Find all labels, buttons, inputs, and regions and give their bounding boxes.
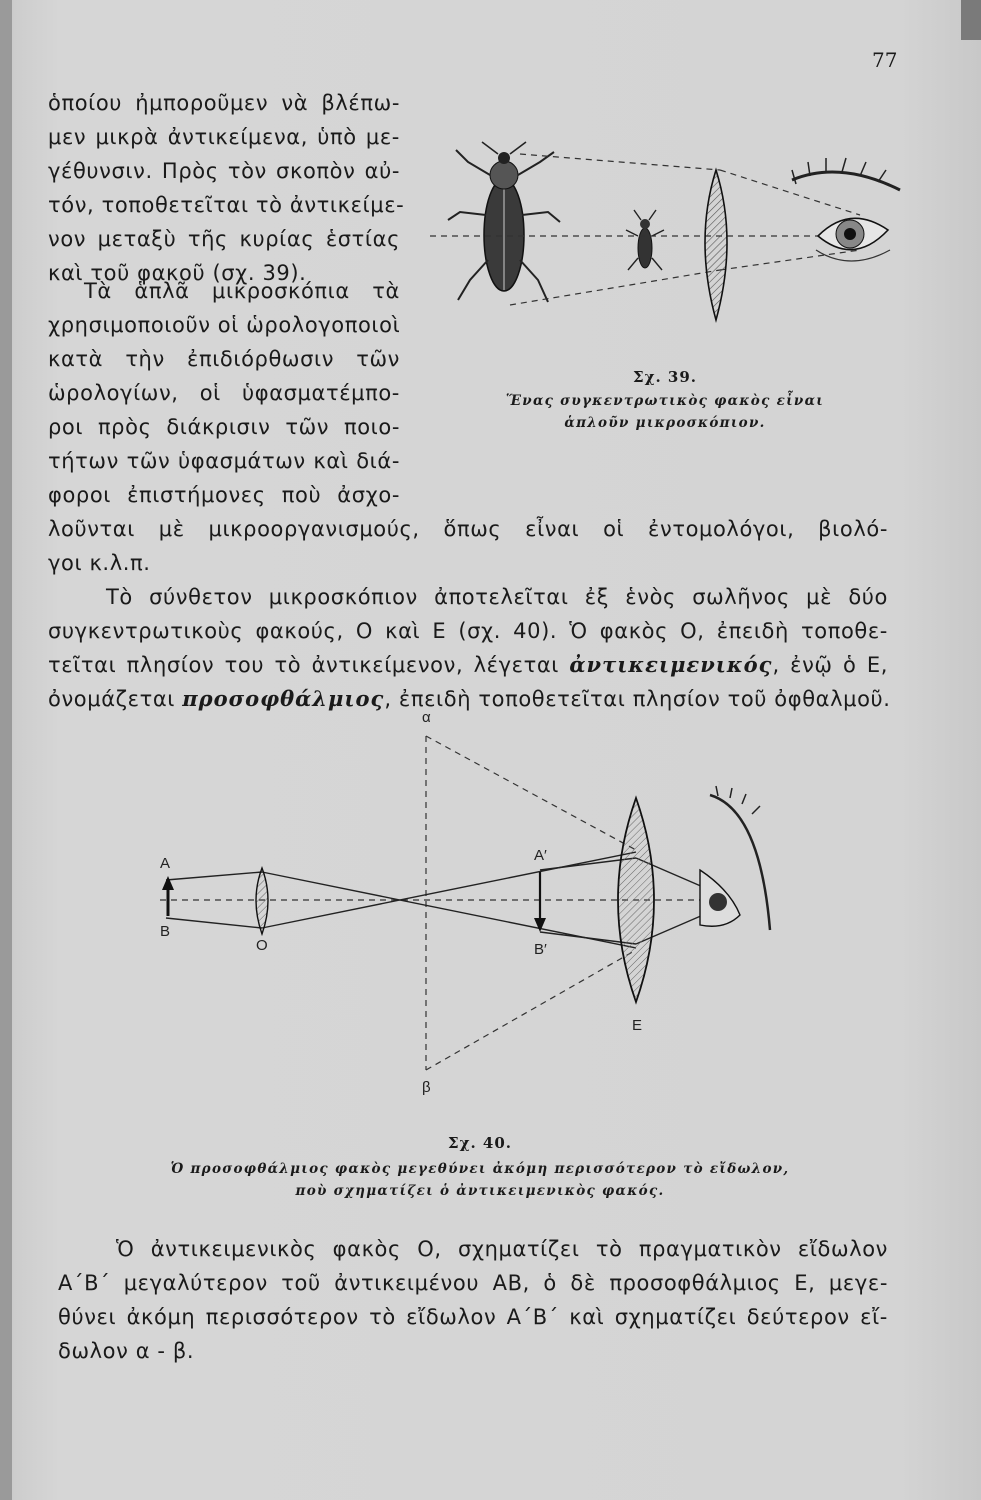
label-alpha: α (422, 709, 431, 726)
text-line: ὡρολογίων, οἱ ὑφασματέμπο- (48, 381, 400, 405)
label-E: E (632, 1017, 643, 1034)
text-line: καὶ τοῦ φακοῦ (σχ. 39). (48, 261, 307, 285)
text-line: φοροι ἐπιστήμονες ποὺ ἀσχο- (48, 483, 400, 507)
figure-40-caption (60, 1134, 900, 1202)
text-line: Τὰ ἁπλᾶ μικροσκόπια τὰ (84, 279, 400, 303)
text-line: νον μεταξὺ τῆς κυρίας ἑστίας (48, 227, 400, 251)
text-line: τόν, τοποθετεῖται τὸ ἀντικείμε- (48, 193, 405, 217)
label-O: O (256, 937, 268, 954)
text-line: ὁποίου ἠμποροῦμεν νὰ βλέπω- (48, 91, 400, 115)
simple-microscope-paragraph (48, 274, 400, 512)
text-line: ὀνομάζεται προσοφθάλμιος, ἐπειδὴ τοποθετεῖται πλησίον τοῦ ὀφθαλμοῦ. (48, 686, 891, 711)
text-line: λοῦνται μὲ μικροοργανισμούς, ὅπως εἶναι οἱ ἐντομολόγοι, βιολό- (48, 517, 888, 541)
eyepiece-term: προσοφθάλμιος (182, 686, 385, 711)
large-beetle-image (448, 142, 560, 302)
text-line: τεῖται πλησίον του τὸ ἀντικείμενον, λέγεται ἀντικειμενικός, ἐνῷ ὁ Ε, (48, 652, 888, 677)
figure-40-diagram (140, 700, 820, 1100)
label-B-prime: B′ (534, 941, 547, 958)
figure-40-text: Ὁ προσοφθάλμιος φακὸς μεγεθύνει ἀκόμη περισσότερον τὸ εἴδωλον, (170, 1161, 790, 1177)
label-B: B (160, 923, 171, 940)
compound-microscope-paragraph (48, 580, 891, 716)
objective-term: ἀντικειμενικός (569, 652, 773, 677)
label-A-prime: A′ (534, 847, 547, 864)
text-line: κατὰ τὴν ἐπιδιόρθωσιν τῶν (48, 347, 400, 371)
figure-40-text: ποὺ σχηματίζει ὁ ἀντικειμενικὸς φακός. (295, 1183, 665, 1199)
intro-paragraph (48, 86, 405, 290)
text-line: θύνει ἀκόμη περισσότερον τὸ εἴδωλον Α΄Β΄ καὶ σχηματίζει δεύτερον εἴ- (58, 1305, 888, 1329)
text-line: γέθυνσιν. Πρὸς τὸν σκοπὸν αὐ- (48, 159, 400, 183)
text-line: Ὁ ἀντικειμενικὸς φακὸς Ο, σχηματίζει τὸ πραγματικὸν εἴδωλον (116, 1237, 888, 1261)
label-beta: β (422, 1079, 431, 1096)
small-beetle-image (626, 210, 664, 270)
eye-icon (792, 158, 900, 261)
figure-39-text: Ἕνας συγκεντρωτικὸς φακὸς εἶναι (505, 393, 825, 409)
text-line: γοι κ.λ.π. (48, 551, 151, 575)
object-arrow-AB (162, 876, 174, 916)
text-line: χρησιμοποιοῦν οἱ ὡρολογοποιοὶ (48, 313, 401, 337)
figure-39-label: Σχ. 39. (632, 368, 697, 386)
text-line: μεν μικρὰ ἀντικείμενα, ὑπὸ με- (48, 125, 400, 149)
figure-39-text: ἁπλοῦν μικροσκόπιον. (564, 415, 766, 431)
eye-icon (700, 786, 770, 930)
page-corner (961, 0, 981, 40)
text-line: ροι πρὸς διάκρισιν τῶν ποιο- (48, 415, 400, 439)
real-image-arrow (534, 872, 546, 932)
text-line: τήτων τῶν ὑφασμάτων καὶ διά- (48, 449, 400, 473)
objective-lens-O (256, 868, 268, 934)
text-line: Α΄Β΄ μεγαλύτερον τοῦ ἀντικειμένου ΑΒ, ὁ δὲ προσοφθάλμιος Ε, μεγε- (58, 1271, 888, 1295)
conclusion-paragraph (58, 1232, 888, 1368)
book-spine-shadow (0, 0, 12, 1500)
figure-40-label: Σχ. 40. (447, 1134, 512, 1152)
figure-39-caption (440, 368, 890, 434)
page-number: 77 (872, 48, 898, 72)
text-line: συγκεντρωτικοὺς φακούς, Ο καὶ Ε (σχ. 40). Ὁ φακὸς Ο, ἐπειδὴ τοποθε- (48, 619, 888, 643)
text-line: δωλον α - β. (58, 1339, 195, 1363)
simple-microscope-paragraph-cont (48, 512, 888, 580)
eyepiece-lens-E (618, 798, 654, 1002)
text-line: Τὸ σύνθετον μικροσκόπιον ἀποτελεῖται ἐξ ἑνὸς σωλῆνος μὲ δύο (106, 585, 888, 609)
converging-lens (705, 170, 727, 320)
figure-39-diagram (420, 140, 920, 340)
label-A: A (160, 855, 171, 872)
